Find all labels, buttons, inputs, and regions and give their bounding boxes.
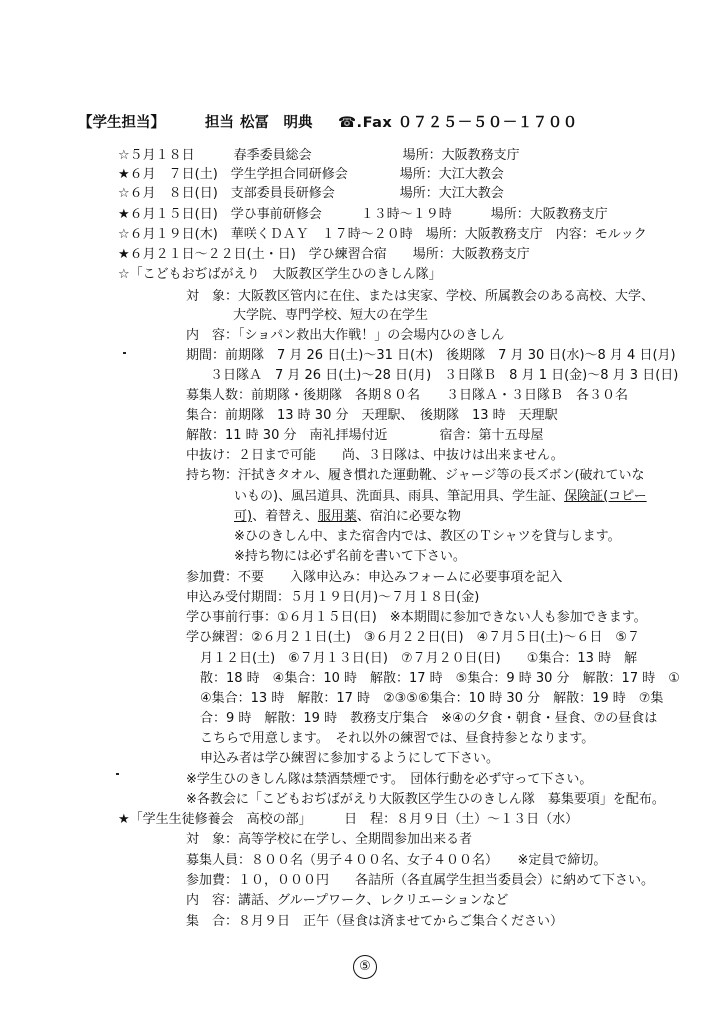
shuyokai-line: 参加費：１０，０００円 各詰所（各直属学生担当委員会）に納めて下さい。 <box>186 873 655 888</box>
hinokishin-line: ※各教会に「こどもおぢばがえり大阪教区学生ひのきしん隊 募集要項」を配布。 <box>186 792 665 807</box>
hinokishin-line: ※ひのきしん中、また宿舎内では、教区のＴシャツを貸与します。 <box>234 529 621 544</box>
schedule-item: ★６月２１日～２２日(土・日) 学ひ練習合宿 場所：大阪教務支庁 <box>118 247 530 262</box>
schedule-item: ☆５月１８日 春季委員総会 場所：大阪教務支庁 <box>118 148 520 163</box>
hinokishin-line: 合：9 時 解散：19 時 教務支庁集合 ※④の夕食・朝食・昼食、⑦の昼食は <box>200 711 658 726</box>
schedule-item: ★６月 ７日(土) 学生学担合同研修会 場所：大江大教会 <box>118 167 504 182</box>
shuyokai-line: 内 容：講話、グループワーク、レクリエーションなど <box>186 893 509 908</box>
hinokishin-line <box>234 508 461 526</box>
hinokishin-line: 参加費：不要 入隊申込み：申込みフォームに必要事項を記入 <box>186 570 563 585</box>
page-number: ⑤ <box>353 955 377 979</box>
shuyokai-heading: ★「学生生徒修養会 高校の部」 日 程：８月９日（土）～１３日（水） <box>118 812 579 827</box>
hinokishin-line: 期間：前期隊 7 月 26 日(土)～31 日(木) 後期隊 7 月 30 日(水)～8 月 4 日(月) <box>186 348 676 363</box>
hinokishin-line: ３日隊Ａ 7 月 26 日(土)～28 日(月) ３日隊Ｂ 8 月 1 日(金)～8 月 3 日(日) <box>210 368 679 383</box>
hinokishin-line: 申込み者は学ひ練習に参加するようにして下さい。 <box>200 751 500 766</box>
hinokishin-line: こちらで用意します。 それ以外の練習では、昼食持参となります。 <box>200 731 595 746</box>
scan-speck <box>123 352 126 354</box>
schedule-item: ★６月１５日(日) 学ひ事前研修会 １３時～１９時 場所：大阪教務支庁 <box>118 207 608 222</box>
hinokishin-line: 内 容：「ショパン救出大作戦！」の会場内ひのきしん <box>186 328 505 343</box>
hinokishin-line: 対 象：大阪教区管内に在住、または実家、学校、所属教会のある高校、大学、 <box>186 289 655 304</box>
shuyokai-line: 集 合：８月９日 正午（昼食は済ませてからご集合ください） <box>186 914 564 929</box>
hinokishin-heading: ☆「こどもおぢばがえり 大阪教区学生ひのきしん隊」 <box>118 267 442 282</box>
hinokishin-line: ※学生ひのきしん隊は禁酒禁煙です。 団体行動を必ず守って下さい。 <box>186 772 593 787</box>
section-title: 【学生担当】 <box>78 115 165 131</box>
change-clothes-text: 、着替え、 <box>252 509 318 524</box>
hinokishin-line: 解散：11 時 30 分 南礼拝場付近 宿舎：第十五母屋 <box>186 428 544 443</box>
hinokishin-line: 学ひ事前行事：①６月１５日(日) ※本期間に参加できない人も参加できます。 <box>186 610 647 625</box>
medicine-text: 服用薬 <box>317 509 357 524</box>
hinokishin-line: ④集合：13 時 解散：17 時 ②③⑤⑥集合：10 時 30 分 解散：19 時 ⑦集 <box>200 691 664 706</box>
hinokishin-line: 申込み受付期間：５月１９日(月)～７月１８日(金) <box>186 590 480 605</box>
belongings-text: いもの)、風呂道具、洗面具、雨具、筆記用具、学生証、 <box>234 489 565 504</box>
schedule-item: ☆６月 ８日(日) 支部委員長研修会 場所：大江大教会 <box>118 186 504 201</box>
schedule-item: ☆６月１９日(木) 華咲くＤＡＹ １７時～２０時 場所：大阪教務支庁 内容：モルック <box>118 227 647 242</box>
role-label: 担当 <box>205 115 234 131</box>
hinokishin-line: 大学院、専門学校、短大の在学生 <box>233 308 429 323</box>
hinokishin-line: 中抜け：２日まで可能 尚、３日隊は、中抜けは出来ません。 <box>186 448 564 463</box>
hinokishin-line: 募集人数：前期隊・後期隊 各期８０名 ３日隊Ａ・３日隊Ｂ 各３０名 <box>186 388 629 403</box>
hinokishin-line: 集合：前期隊 13 時 30 分 天理駅、 後期隊 13 時 天理駅 <box>186 408 558 423</box>
hinokishin-line: 散：18 時 ④集合：10 時 解散：17 時 ⑤集合：9 時 30 分 解散：17 時 ① <box>200 671 680 686</box>
insurance-card-text: 保険証(コピー <box>564 489 647 504</box>
shuyokai-line: 対 象：高等学校に在学し、全期間参加出来る者 <box>186 832 473 847</box>
scan-speck <box>116 773 119 775</box>
contact-number: ☎.Fax ０７２５－５０－１７００ <box>338 115 578 131</box>
overnight-items-text: 、宿泊に必要な物 <box>356 509 461 524</box>
hinokishin-line: 持ち物：汗拭きタオル、履き慣れた運動靴、ジャージ等の長ズボン(破れていな <box>186 468 645 483</box>
hinokishin-line: ※持ち物には必ず名前を書いて下さい。 <box>234 549 466 564</box>
hinokishin-line: 学ひ練習：②６月２１日(土) ③６月２２日(日) ④７月５日(土)～６日 ⑤７ <box>186 630 641 645</box>
shuyokai-line: 募集人員：８００名（男子４００名、女子４００名） ※定員で締切。 <box>186 853 607 868</box>
hinokishin-line <box>234 488 647 506</box>
person-name: 松冨 明典 <box>240 115 313 131</box>
hinokishin-line: 月１２日(土) ⑥７月１３日(日) ⑦７月２０日(日) ①集合：13 時 解 <box>200 651 638 666</box>
copy-ok-text: 可) <box>234 509 253 524</box>
